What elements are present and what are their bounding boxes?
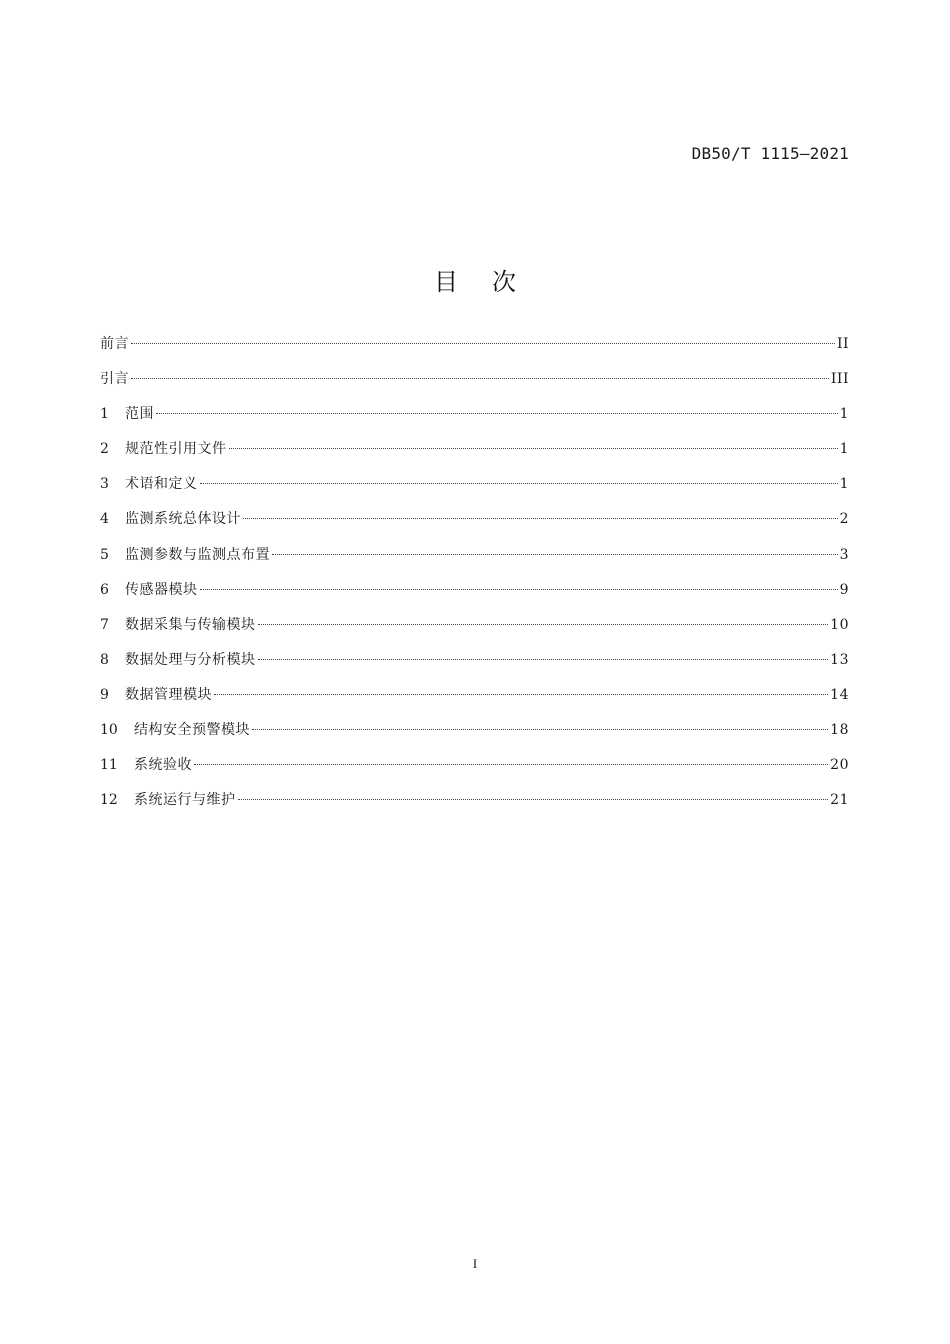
toc-entry-introduction[interactable] [100,368,849,403]
toc-entry-page: III [830,371,849,388]
toc-entry-label: 系统验收 [134,757,192,774]
toc-entry-label: 数据管理模块 [125,686,212,703]
toc-entry-foreword[interactable] [100,333,849,368]
toc-entry-number: 4 [100,511,109,528]
toc-entry-number: 3 [100,476,109,493]
toc-entry-label: 前言 [100,336,129,352]
toc-entry-number: 6 [100,581,109,598]
toc-entry-8[interactable] [100,649,849,684]
toc-entry-label: 数据处理与分析模块 [125,651,256,668]
toc-entry-11[interactable] [100,754,849,789]
toc-entry-number: 10 [100,722,118,739]
toc-entry-number: 2 [100,441,109,458]
toc-entry-label: 规范性引用文件 [125,441,227,458]
toc-leader-dots [229,448,838,449]
document-code: DB50/T 1115—2021 [691,144,849,163]
toc-entry-page: 1 [839,476,849,493]
toc-entry-2[interactable] [100,438,849,473]
page-title: 目次 [434,268,550,296]
toc-entry-number: 12 [100,792,118,809]
toc-entry-9[interactable] [100,684,849,719]
toc-leader-dots [243,518,838,519]
toc-entry-number: 9 [100,686,109,703]
toc-leader-dots [258,659,829,660]
toc-entry-page: 10 [830,616,849,633]
toc-leader-dots [238,799,829,800]
toc-entry-number: 1 [100,406,109,423]
toc-entry-page: 21 [830,792,849,809]
toc-entry-3[interactable] [100,473,849,508]
toc-entry-page: 1 [839,441,849,458]
toc-entry-page: 2 [839,511,849,528]
toc-leader-dots [200,483,838,484]
toc-entry-12[interactable] [100,789,849,824]
toc-entry-5[interactable] [100,544,849,579]
toc-entry-label: 传感器模块 [125,581,198,598]
toc-entry-label: 监测参数与监测点布置 [125,546,270,563]
toc-entry-number: 8 [100,651,109,668]
toc-entry-page: 14 [830,686,849,703]
toc-entry-page: 3 [839,546,849,563]
toc-entry-number: 5 [100,546,109,563]
toc-entry-6[interactable] [100,579,849,614]
toc-entry-label: 结构安全预警模块 [134,722,250,739]
toc-entry-4[interactable] [100,508,849,543]
toc-entry-label: 监测系统总体设计 [125,511,241,528]
toc-entry-label: 数据采集与传输模块 [125,616,256,633]
toc-leader-dots [131,378,829,379]
toc-entry-7[interactable] [100,614,849,649]
toc-entry-page: 20 [830,757,849,774]
toc-entry-number: 7 [100,616,109,633]
toc-entry-number: 11 [100,757,118,774]
toc-entry-label: 系统运行与维护 [134,792,236,809]
toc-entry-label: 范围 [125,406,154,423]
toc-leader-dots [214,694,828,695]
toc-entry-page: 18 [830,722,849,739]
table-of-contents [100,333,849,824]
toc-leader-dots [156,413,838,414]
page-number: I [472,1256,478,1271]
toc-leader-dots [131,343,835,344]
toc-leader-dots [200,589,838,590]
toc-leader-dots [194,764,828,765]
toc-leader-dots [272,554,838,555]
toc-entry-label: 术语和定义 [125,476,198,493]
toc-leader-dots [258,624,829,625]
toc-entry-page: II [836,336,849,352]
toc-entry-10[interactable] [100,719,849,754]
toc-entry-page: 1 [839,406,849,423]
toc-entry-page: 13 [830,651,849,668]
toc-leader-dots [252,729,828,730]
toc-entry-label: 引言 [100,371,129,388]
toc-entry-page: 9 [839,581,849,598]
toc-entry-1[interactable] [100,403,849,438]
